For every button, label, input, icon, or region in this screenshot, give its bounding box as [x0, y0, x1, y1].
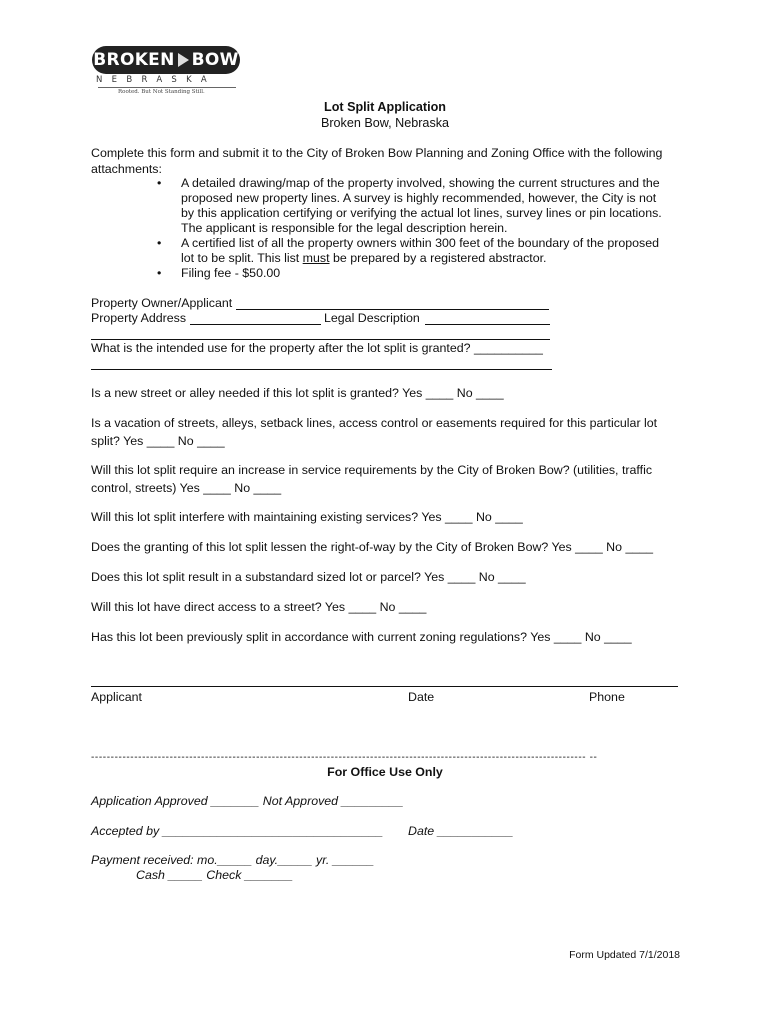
owner-field[interactable]	[236, 309, 549, 310]
question-service-increase-answer: control, streets) Yes ____ No ____	[91, 481, 282, 495]
logo-state: NEBRASKA	[96, 75, 216, 85]
attachments-list	[181, 176, 671, 281]
logo-divider	[98, 87, 236, 88]
logo-badge	[92, 46, 240, 74]
question-vacation-answer: split? Yes ____ No ____	[91, 434, 225, 448]
intended-use-question: What is the intended use for the property after the lot split is granted? __________	[91, 341, 543, 355]
logo-word-broken: BROKEN	[93, 50, 175, 70]
question-vacation: Is a vacation of streets, alleys, setback lines, access control or easements required for this particular lot	[91, 416, 658, 430]
question-new-street: Is a new street or alley needed if this lot split is granted? Yes ____ No ____	[91, 386, 504, 400]
form-subtitle: Broken Bow, Nebraska	[320, 116, 450, 130]
attachment-item-drawing: • A detailed drawing/map of the property involved, showing the current structures and the proposed new property lines. A survey is highly recommended, however, the City is not by this application certifying or verifying the actual lot lines, survey lines or pin locations. The applicant is responsible for the legal description herein.	[181, 176, 671, 236]
broken-bow-logo	[92, 46, 240, 96]
question-previously-split: Has this lot been previously split in accordance with current zoning regulations? Yes ____ No ____	[91, 630, 632, 644]
logo-tagline: Rooted. But Not Standing Still.	[118, 89, 205, 95]
question-service-increase: Will this lot split require an increase in service requirements by the City of Broken Bow? (utilities, traffic	[91, 463, 653, 477]
question-interfere-services: Will this lot split interfere with maintaining existing services? Yes ____ No ____	[91, 510, 523, 524]
emphasis-must: must	[302, 251, 330, 265]
approval-line: Application Approved _______ Not Approved _________	[91, 794, 404, 808]
address-label: Property Address	[91, 311, 187, 325]
accepted-by-line: Accepted by ________________________________	[91, 824, 384, 838]
phone-label: Phone	[589, 690, 625, 704]
attachment-item-owner-list	[181, 236, 671, 266]
attachment-item-filing-fee: • Filing fee - $50.00	[181, 266, 671, 281]
owner-label: Property Owner/Applicant	[91, 296, 233, 310]
legal-description-extra-field[interactable]	[91, 339, 550, 340]
intro-paragraph: Complete this form and submit it to the City of Broken Bow Planning and Zoning Office with the following attachments:	[91, 146, 663, 176]
question-right-of-way: Does the granting of this lot split lessen the right-of-way by the City of Broken Bow? Yes ____ No ____	[91, 540, 654, 554]
question-substandard-lot: Does this lot split result in a substandard sized lot or parcel? Yes ____ No ____	[91, 570, 526, 584]
arrow-icon	[178, 53, 189, 67]
form-updated-footer: Form Updated 7/1/2018	[569, 949, 680, 961]
logo-word-bow: BOW	[191, 50, 239, 70]
office-use-heading: For Office Use Only	[327, 765, 443, 779]
office-divider: ------------------------------------------------------------------------------------------------------------------------------ --	[91, 752, 598, 763]
legal-description-field[interactable]	[425, 324, 550, 325]
question-street-access: Will this lot have direct access to a street? Yes ____ No ____	[91, 600, 427, 614]
applicant-label: Applicant	[91, 690, 142, 704]
intended-use-field[interactable]	[91, 369, 552, 370]
address-field[interactable]	[190, 324, 321, 325]
attachment-item-owner-list-text: A certified list of all the property owners within 300 feet of the boundary of the proposed lot to be split. This list	[181, 236, 660, 265]
attachment-item-owner-list-end: be prepared by a registered abstractor.	[329, 251, 547, 265]
payment-method-line: Cash _____ Check _______	[136, 868, 294, 882]
office-date-line: Date ___________	[408, 824, 514, 838]
payment-received-line: Payment received: mo._____ day._____ yr. ______	[91, 853, 375, 867]
legal-description-label: Legal Description	[324, 311, 420, 325]
signature-line[interactable]	[91, 686, 678, 687]
form-title: Lot Split Application	[324, 100, 446, 114]
date-label: Date	[408, 690, 435, 704]
